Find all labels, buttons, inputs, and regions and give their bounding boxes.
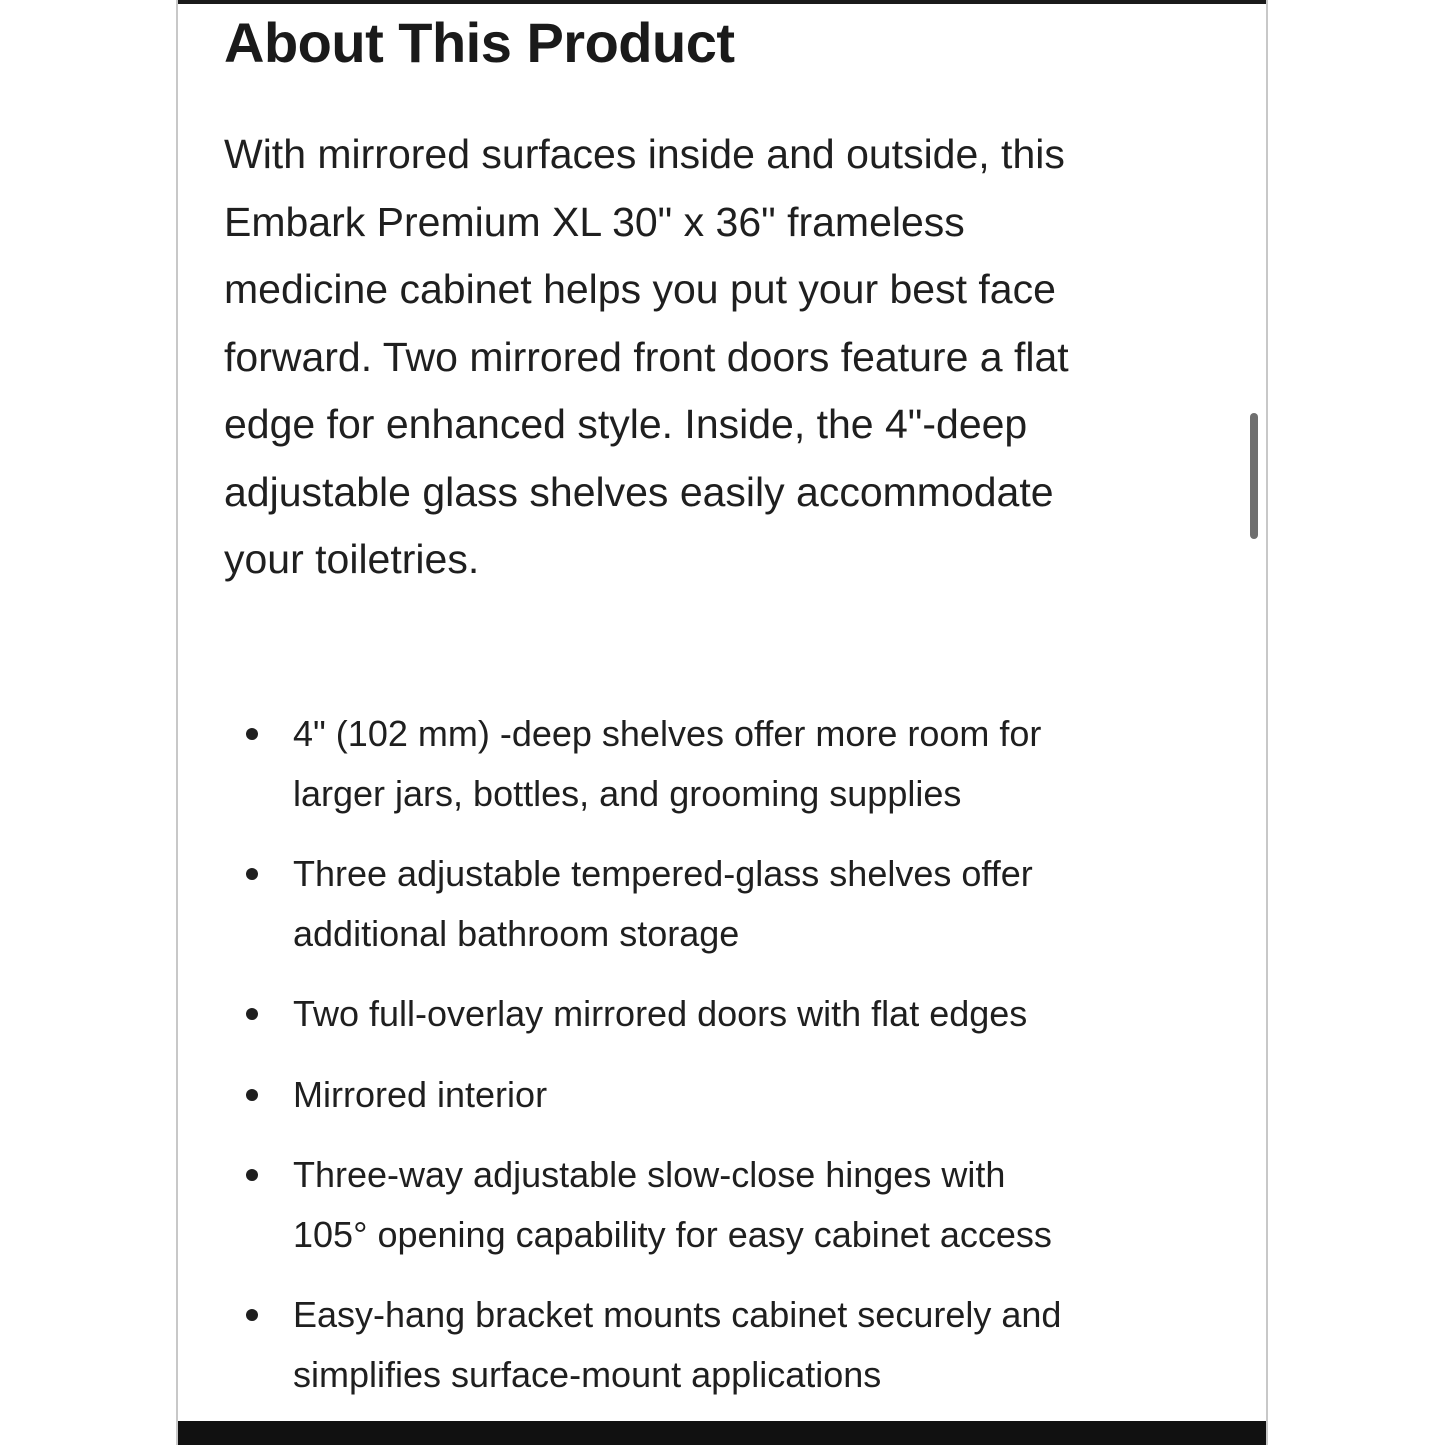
description-line: medicine cabinet helps you put your best face [224, 266, 1056, 312]
bottom-edge-bar [178, 1421, 1266, 1445]
description-line: edge for enhanced style. Inside, the 4"-deep [224, 401, 1028, 447]
description-line: forward. Two mirrored front doors feature a flat [224, 333, 1069, 380]
bullet-icon [246, 1089, 258, 1101]
vertical-scrollbar[interactable] [1250, 413, 1258, 539]
product-details-screen [176, 0, 1268, 1445]
feature-text-line: Three adjustable tempered-glass shelves offer [293, 853, 1033, 894]
top-edge-bar [178, 0, 1266, 4]
feature-text-line: additional bathroom storage [293, 912, 740, 954]
feature-text-line: Two full-overlay mirrored doors with flat edges [293, 993, 1028, 1034]
feature-text-line: Easy-hang bracket mounts cabinet securely and [293, 1294, 1062, 1335]
section-title: About This Product [224, 11, 735, 74]
feature-text-line: Three-way adjustable slow-close hinges with [293, 1154, 1006, 1195]
product-description [224, 121, 1174, 594]
bullet-icon [246, 728, 258, 740]
feature-item [224, 844, 1174, 963]
feature-text-line: 105° opening capability for easy cabinet access [293, 1213, 1052, 1255]
feature-item [224, 1065, 1174, 1125]
feature-text-line: Mirrored interior [293, 1073, 548, 1115]
feature-item [224, 1145, 1174, 1264]
bullet-icon [246, 1169, 258, 1181]
bullet-icon [246, 1309, 258, 1321]
feature-list [224, 704, 1174, 1425]
feature-text-line: larger jars, bottles, and grooming supplies [293, 772, 962, 814]
feature-text-line: 4" (102 mm) -deep shelves offer more room for [293, 713, 1042, 754]
bullet-icon [246, 1008, 258, 1020]
feature-text-line: simplifies surface-mount applications [293, 1353, 882, 1395]
description-line: With mirrored surfaces inside and outside, this [224, 131, 1065, 177]
bullet-icon [246, 868, 258, 880]
description-line: Embark Premium XL 30" x 36" frameless [224, 198, 965, 245]
feature-item [224, 984, 1174, 1044]
description-line: adjustable glass shelves easily accommodate [224, 468, 1054, 515]
description-line: your toiletries. [224, 536, 480, 582]
feature-item [224, 1285, 1174, 1404]
feature-item [224, 704, 1174, 823]
